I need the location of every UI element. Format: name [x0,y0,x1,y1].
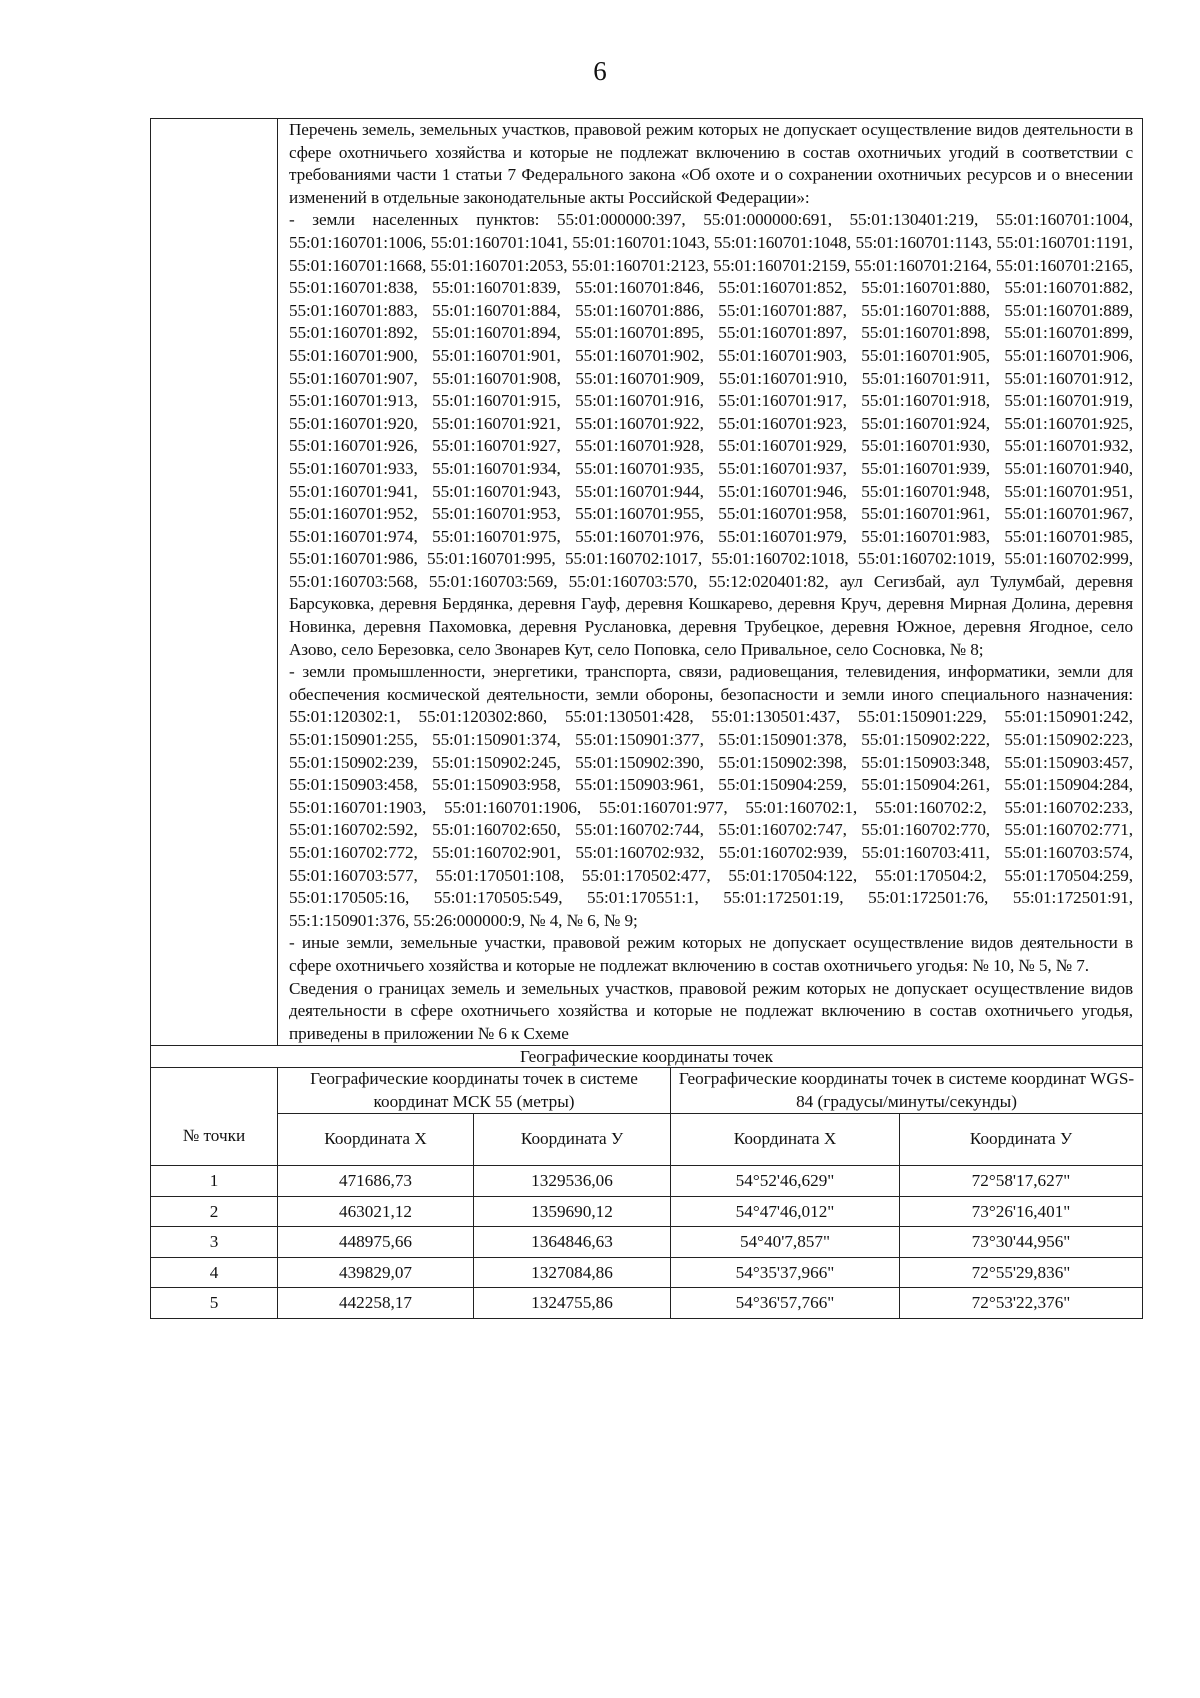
point-number: 4 [151,1257,278,1288]
text-row [151,119,1143,1046]
coords-header-row-1 [151,1068,1143,1114]
msk-y-value: 1329536,06 [474,1166,671,1197]
wgs-y-value: 73°30'44,956" [900,1227,1143,1258]
wgs-y-header: Координата У [900,1114,1143,1166]
coords-title-row [151,1046,1143,1068]
intro-paragraph: Перечень земель, земельных участков, правовой режим которых не допускает осуществление видов деятельности в сфере охотничьего хозяйства и которые не подлежат включению в состав охотничьих угодий в соответствии с требованиями части 1 статьи 7 Федерального закона «Об охоте и о сохранении охотничьих ресурсов и о внесении изменений в отдельные законодательные акты Российской Федерации»: [289,120,1133,207]
empty-left-cell [151,119,278,1046]
settlements-paragraph: - земли населенных пунктов: 55:01:000000:397, 55:01:000000:691, 55:01:130401:219, 55:01:160701:1004, 55:01:160701:1006, 55:01:160701:1041, 55:01:160701:1043, 55:01:160701:1048, 55:01:160701:1143, 55:01:160701:1191, 55:01:160701:1668, 55:01:160701:2053, 55:01:160701:2123, 55:01:160701:2159, 55:01:160701:2164, 55:01:160701:2165, 55:01:160701:838, 55:01:160701:839, 55:01:160701:846, 55:01:160701:852, 55:01:160701:880, 55:01:160701:882, 55:01:160701:883, 55:01:160701:884, 55:01:160701:886, 55:01:160701:887, 55:01:160701:888, 55:01:160701:889, 55:01:160701:892, 55:01:160701:894, 55:01:160701:895, 55:01:160701:897, 55:01:160701:898, 55:01:160701:899, 55:01:160701:900, 55:01:160701:901, 55:01:160701:902, 55:01:160701:903, 55:01:160701:905, 55:01:160701:906, 55:01:160701:907, 55:01:160701:908, 55:01:160701:909, 55:01:160701:910, 55:01:160701:911, 55:01:160701:912, 55:01:160701:913, 55:01:160701:915, 55:01:160701:916, 55:01:160701:917, 55:01:160701:918, 55:01:160701:919, 55:01:160701:920, 55:01:160701:921, 55:01:160701:922, 55:01:160701:923, 55:01:160701:924, 55:01:160701:925, 55:01:160701:926, 55:01:160701:927, 55:01:160701:928, 55:01:160701:929, 55:01:160701:930, 55:01:160701:932, 55:01:160701:933, 55:01:160701:934, 55:01:160701:935, 55:01:160701:937, 55:01:160701:939, 55:01:160701:940, 55:01:160701:941, 55:01:160701:943, 55:01:160701:944, 55:01:160701:946, 55:01:160701:948, 55:01:160701:951, 55:01:160701:952, 55:01:160701:953, 55:01:160701:955, 55:01:160701:958, 55:01:160701:961, 55:01:160701:967, 55:01:160701:974, 55:01:160701:975, 55:01:160701:976, 55:01:160701:979, 55:01:160701:983, 55:01:160701:985, 55:01:160701:986, 55:01:160701:995, 55:01:160702:1017, 55:01:160702:1018, 55:01:160702:1019, 55:01:160702:999, 55:01:160703:568, 55:01:160703:569, 55:01:160703:570, 55:12:020401:82, аул Сегизбай, аул Тулумбай, деревня Барсуковка, деревня Бердянка, деревня Гауф, деревня Кошкарево, деревня Круч, деревня Мирная Долина, деревня Новинка, деревня Пахомовка, деревня Руслановка, деревня Трубецкое, деревня Южное, деревня Ягодное, село Азово, село Березовка, село Звонарев Кут, село Поповка, село Привальное, село Сосновка, № 8; [289,210,1133,659]
wgs-y-value: 72°53'22,376" [900,1288,1143,1319]
wgs-y-value: 73°26'16,401" [900,1196,1143,1227]
wgs-y-value: 72°55'29,836" [900,1257,1143,1288]
msk-x-value: 442258,17 [278,1288,474,1319]
document-table [150,118,1143,1319]
wgs-header: Географические координаты точек в системе координат WGS-84 (градусы/минуты/секунды) [671,1068,1143,1114]
table-row [151,1166,1143,1197]
wgs-x-value: 54°35'37,966" [671,1257,900,1288]
other-lands-paragraph: - иные земли, земельные участки, правовой режим которых не допускает осуществление видов деятельности в сфере охотничьего хозяйства и которые не подлежат включению в состав охотничьего угодья: № 10, № 5, № 7. [289,933,1133,975]
wgs-x-header: Координата Х [671,1114,900,1166]
msk-x-value: 471686,73 [278,1166,474,1197]
point-number: 5 [151,1288,278,1319]
msk-x-header: Координата Х [278,1114,474,1166]
point-number: 2 [151,1196,278,1227]
wgs-y-value: 72°58'17,627" [900,1166,1143,1197]
point-number-header: № точки [151,1068,278,1166]
land-list-cell [278,119,1143,1046]
table-row [151,1288,1143,1319]
msk-x-value: 439829,07 [278,1257,474,1288]
msk-y-value: 1327084,86 [474,1257,671,1288]
wgs-x-value: 54°40'7,857" [671,1227,900,1258]
wgs-x-value: 54°47'46,012" [671,1196,900,1227]
msk-y-value: 1364846,63 [474,1227,671,1258]
industry-paragraph: - земли промышленности, энергетики, транспорта, связи, радиовещания, телевидения, информатики, земли для обеспечения космической деятельности, земли обороны, безопасности и земли иного специального назначения: 55:01:120302:1, 55:01:120302:860, 55:01:130501:428, 55:01:130501:437, 55:01:150901:229, 55:01:150901:242, 55:01:150901:255, 55:01:150901:374, 55:01:150901:377, 55:01:150901:378, 55:01:150902:222, 55:01:150902:223, 55:01:150902:239, 55:01:150902:245, 55:01:150902:390, 55:01:150902:398, 55:01:150903:348, 55:01:150903:457, 55:01:150903:458, 55:01:150903:958, 55:01:150903:961, 55:01:150904:259, 55:01:150904:261, 55:01:150904:284, 55:01:160701:1903, 55:01:160701:1906, 55:01:160701:977, 55:01:160702:1, 55:01:160702:2, 55:01:160702:233, 55:01:160702:592, 55:01:160702:650, 55:01:160702:744, 55:01:160702:747, 55:01:160702:770, 55:01:160702:771, 55:01:160702:772, 55:01:160702:901, 55:01:160702:932, 55:01:160702:939, 55:01:160703:411, 55:01:160703:574, 55:01:160703:577, 55:01:170501:108, 55:01:170502:477, 55:01:170504:122, 55:01:170504:2, 55:01:170504:259, 55:01:170505:16, 55:01:170505:549, 55:01:170551:1, 55:01:172501:19, 55:01:172501:76, 55:01:172501:91, 55:1:150901:376, 55:26:000000:9, № 4, № 6, № 9; [289,662,1133,930]
msk-y-value: 1359690,12 [474,1196,671,1227]
msk-x-value: 463021,12 [278,1196,474,1227]
table-row [151,1196,1143,1227]
msk-y-value: 1324755,86 [474,1288,671,1319]
msk-header: Географические координаты точек в системе координат МСК 55 (метры) [278,1068,671,1114]
wgs-x-value: 54°36'57,766" [671,1288,900,1319]
page-number: 6 [593,56,607,86]
coords-header-row-2 [151,1114,1143,1166]
table-row [151,1257,1143,1288]
coords-title: Географические координаты точек [151,1046,1143,1068]
point-number: 3 [151,1227,278,1258]
table-row [151,1227,1143,1258]
wgs-x-value: 54°52'46,629" [671,1166,900,1197]
point-number: 1 [151,1166,278,1197]
msk-x-value: 448975,66 [278,1227,474,1258]
info-paragraph: Сведения о границах земель и земельных участков, правовой режим которых не допускает осуществление видов деятельности в сфере охотничьего хозяйства и которые не подлежат включению в состав охотничьего угодья, приведены в приложении № 6 к Схеме [289,978,1133,1043]
msk-y-header: Координата У [474,1114,671,1166]
